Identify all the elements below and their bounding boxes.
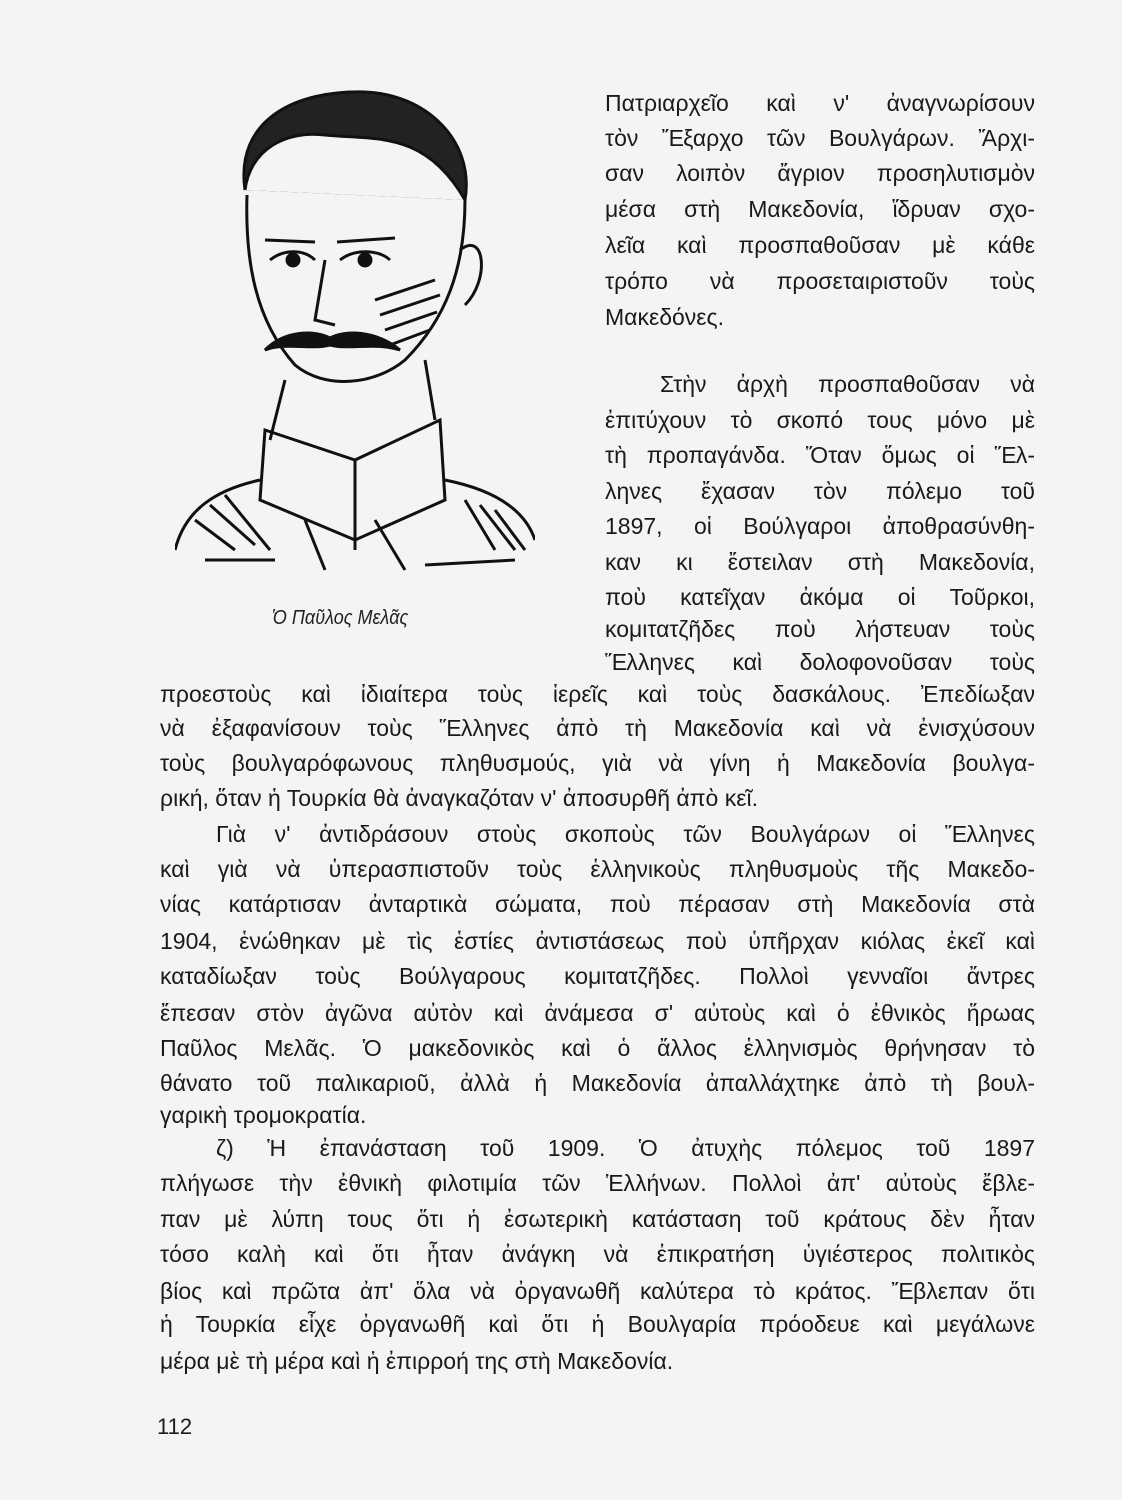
- text-line: προεστοὺς καὶ ἰδιαίτερα τοὺς ἱερεῖς καὶ τοὺς δασκάλους. Ἐπεδίωξαν: [160, 681, 1035, 707]
- text-line: Μακεδόνες.: [605, 304, 725, 330]
- text-line: καν κι ἔστειλαν στὴ Μακεδονία,: [605, 549, 1035, 575]
- text-line: 1904, ἑνώθηκαν μὲ τὶς ἑστίες ἀντιστάσεως ποὺ ὑπῆρχαν κιόλας ἐκεῖ καὶ: [160, 928, 1035, 954]
- text-line: πλήγωσε τὴν ἐθνικὴ φιλοτιμία τῶν Ἑλλήνων. Πολλοὶ ἀπ' αὐτοὺς ἔβλε-: [160, 1170, 1035, 1196]
- text-line: νὰ ἐξαφανίσουν τοὺς Ἕλληνες ἀπὸ τὴ Μακεδονία καὶ νὰ ἐνισχύσουν: [160, 715, 1035, 741]
- text-line: ποὺ κατεῖχαν ἀκόμα οἱ Τοῦρκοι,: [605, 584, 1035, 610]
- text-line: βίος καὶ πρῶτα ἀπ' ὅλα νὰ ὀργανωθῆ καλύτερα τὸ κράτος. Ἔβλεπαν ὅτι: [160, 1278, 1035, 1304]
- text-line: Πατριαρχεῖο καὶ ν' ἀναγνωρίσουν: [605, 90, 1035, 116]
- text-line: κομιτατζῆδες ποὺ λήστευαν τοὺς: [605, 616, 1035, 642]
- text-line: 1897, οἱ Βούλγαροι ἀποθρασύνθη-: [605, 513, 1035, 539]
- text-line: γαρικὴ τρομοκρατία.: [160, 1102, 367, 1128]
- text-line: παν μὲ λύπη τους ὅτι ἡ ἐσωτερικὴ κατάσταση τοῦ κράτους δὲν ἦταν: [160, 1206, 1035, 1232]
- text-line: θάνατο τοῦ παλικαριοῦ, ἀλλὰ ἡ Μακεδονία ἀπαλλάχτηκε ἀπὸ τὴ βουλ-: [160, 1070, 1035, 1096]
- text-line: ἡ Τουρκία εἶχε ὀργανωθῆ καὶ ὅτι ἡ Βουλγαρία πρόοδευε καὶ μεγάλωνε: [160, 1311, 1035, 1337]
- text-line: τοὺς βουλγαρόφωνους πληθυσμούς, γιὰ νὰ γίνη ἡ Μακεδονία βουλγα-: [160, 750, 1035, 776]
- portrait-caption: Ὁ Παῦλος Μελᾶς: [272, 607, 409, 629]
- text-line: ληνες ἔχασαν τὸν πόλεμο τοῦ: [605, 478, 1035, 504]
- text-line: Παῦλος Μελᾶς. Ὁ μακεδονικὸς καὶ ὁ ἄλλος ἑλληνισμὸς θρήνησαν τὸ: [160, 1035, 1035, 1061]
- text-line: καταδίωξαν τοὺς Βούλγαρους κομιτατζῆδες. Πολλοὶ γενναῖοι ἄντρες: [160, 963, 1035, 989]
- text-line: ἔπεσαν στὸν ἀγῶνα αὐτὸν καὶ ἀνάμεσα σ' αὐτοὺς καὶ ὁ ἐθνικὸς ἥρωας: [160, 1000, 1035, 1026]
- text-line: καὶ γιὰ νὰ ὑπερασπιστοῦν τοὺς ἑλληνικοὺς πληθυσμοὺς τῆς Μακεδο-: [160, 856, 1035, 882]
- page-number: 112: [157, 1414, 193, 1439]
- text-line: σαν λοιπὸν ἄγριον προσηλυτισμὸν: [605, 160, 1035, 186]
- text-line: Γιὰ ν' ἀντιδράσουν στοὺς σκοποὺς τῶν Βουλγάρων οἱ Ἕλληνες: [216, 821, 1035, 847]
- text-line: νίας κατάρτισαν ἀνταρτικὰ σώματα, ποὺ πέρασαν στὴ Μακεδονία στὰ: [160, 891, 1035, 917]
- text-line: τρόπο νὰ προσεταιριστοῦν τοὺς: [605, 268, 1035, 294]
- text-line: τὸν Ἔξαρχο τῶν Βουλγάρων. Ἄρχι-: [605, 125, 1035, 151]
- text-line: ζ) Ἡ ἐπανάσταση τοῦ 1909. Ὁ ἀτυχὴς πόλεμος τοῦ 1897: [216, 1135, 1035, 1161]
- text-line: λεῖα καὶ προσπαθοῦσαν μὲ κάθε: [605, 232, 1035, 258]
- text-line: μέσα στὴ Μακεδονία, ἵδρυαν σχο-: [605, 196, 1035, 222]
- text-line: μέρα μὲ τὴ μέρα καὶ ἡ ἐπιρροή της στὴ Μακεδονία.: [160, 1348, 674, 1374]
- text-line: ρική, ὅταν ἡ Τουρκία θὰ ἀναγκαζόταν ν' ἀποσυρθῆ ἀπὸ κεῖ.: [160, 785, 758, 811]
- text-line: ἐπιτύχουν τὸ σκοπό τους μόνο μὲ: [605, 407, 1035, 433]
- text-line: τὴ προπαγάνδα. Ὅταν ὅμως οἱ Ἕλ-: [605, 442, 1035, 468]
- text-line: Στὴν ἀρχὴ προσπαθοῦσαν νὰ: [660, 371, 1035, 397]
- text-line: τόσο καλὴ καὶ ὅτι ἦταν ἀνάγκη νὰ ἐπικρατήση ὑγιέστερος πολιτικὸς: [160, 1241, 1035, 1267]
- text-line: Ἕλληνες καὶ δολοφονοῦσαν τοὺς: [605, 649, 1035, 675]
- portrait-illustration: [175, 80, 535, 580]
